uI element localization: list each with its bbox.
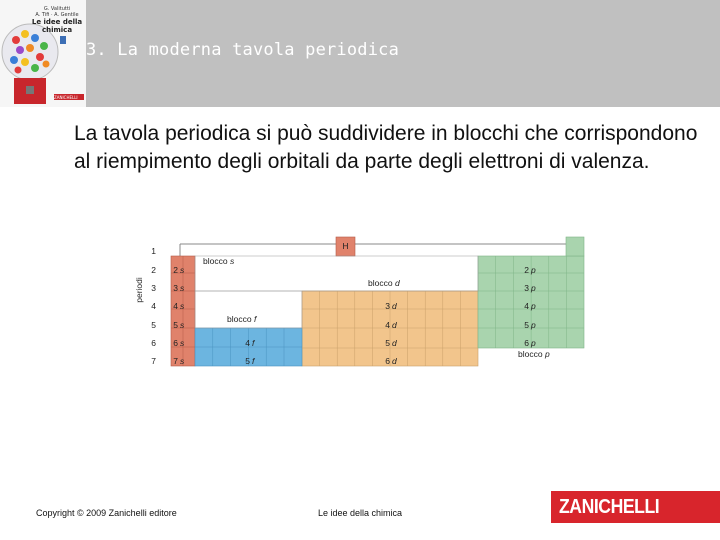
block-caption-letter: p: [544, 349, 550, 359]
s-orbital-letter: s: [180, 283, 185, 293]
block-caption-word: blocco: [368, 278, 395, 288]
s-orbital-number: 5: [173, 320, 178, 330]
p-orbital-number: 4: [524, 301, 529, 311]
f-orbital-number: 5: [245, 356, 250, 366]
s-orbital-number: 3: [173, 283, 178, 293]
hydrogen-label: H: [342, 241, 349, 251]
period-number: 3: [151, 283, 156, 293]
d-orbital-number: 6: [385, 356, 390, 366]
block-caption-word: blocco: [518, 349, 545, 359]
block-caption-word: blocco: [203, 256, 230, 266]
s-orbital-letter: s: [180, 320, 185, 330]
p-orbital-letter: p: [531, 338, 536, 348]
block-caption-letter: d: [394, 278, 400, 288]
cover-title-line2: chimica: [41, 26, 73, 34]
period-number: 2: [151, 265, 156, 275]
s-orbital-letter: s: [180, 356, 185, 366]
block-caption-s: [203, 256, 235, 266]
cover-badge: ZANICHELLI: [54, 95, 78, 100]
intro-paragraph: La tavola periodica si può suddividere in blocchi che corrispondono al riempimento degli orbitali da parte degli elettroni di valenza.: [74, 122, 698, 173]
footer-book-title: Le idee della chimica: [318, 508, 403, 518]
f-orbital-letter: f: [252, 338, 255, 348]
p-orbital-number: 2: [524, 265, 529, 275]
s-orbital-letter: s: [180, 338, 185, 348]
period-number: 4: [151, 301, 156, 311]
p-orbital-letter: p: [531, 265, 536, 275]
s-orbital-number: 7: [173, 356, 178, 366]
d-orbital-letter: d: [392, 356, 397, 366]
p-orbital-number: 6: [524, 338, 529, 348]
block-caption-letter: s: [229, 256, 235, 266]
d-orbital-letter: d: [392, 320, 397, 330]
block-caption-d: [368, 278, 400, 288]
periodic-table-diagram: [130, 232, 590, 372]
p-orbital-letter: p: [531, 320, 536, 330]
footer-copyright: Copyright © 2009 Zanichelli editore: [36, 508, 177, 518]
zanichelli-logo: [551, 491, 720, 523]
f-orbital-number: 4: [245, 338, 250, 348]
block-caption-letter: f: [253, 314, 257, 324]
block-caption-f: [227, 314, 258, 324]
header-bar: [0, 0, 720, 107]
d-orbital-number: 4: [385, 320, 390, 330]
p-orbital-number: 5: [524, 320, 529, 330]
cover-title-line1: Le idee della: [31, 18, 83, 26]
s-orbital-letter: s: [180, 301, 185, 311]
period-number: 6: [151, 338, 156, 348]
block-caption-word: blocco: [227, 314, 254, 324]
cover-authors: G. Valitutti: [43, 6, 71, 12]
periods-axis-label: periodi: [134, 277, 144, 303]
s-orbital-number: 6: [173, 338, 178, 348]
period-number: 1: [151, 246, 156, 256]
logo-text: ZANICHELLI: [559, 496, 660, 518]
f-orbital-letter: f: [252, 356, 255, 366]
book-cover: [0, 0, 86, 107]
s-orbital-number: 4: [173, 301, 178, 311]
period-2-3-frame: [195, 256, 478, 291]
d-orbital-letter: d: [392, 338, 397, 348]
d-orbital-letter: d: [392, 301, 397, 311]
period-number: 5: [151, 320, 156, 330]
p-orbital-number: 3: [524, 283, 529, 293]
s-orbital-number: 2: [173, 265, 178, 275]
period-number: 7: [151, 356, 156, 366]
block-caption-p: [518, 349, 550, 359]
d-orbital-number: 3: [385, 301, 390, 311]
slide-title: 3. La moderna tavola periodica: [86, 40, 400, 60]
cover-authors-2: A. Tifi · A. Gentile: [35, 12, 79, 18]
p-orbital-letter: p: [531, 283, 536, 293]
d-orbital-number: 5: [385, 338, 390, 348]
s-orbital-letter: s: [180, 265, 185, 275]
cover-title: [30, 6, 84, 34]
helium-cell: [566, 237, 584, 256]
p-orbital-letter: p: [531, 301, 536, 311]
